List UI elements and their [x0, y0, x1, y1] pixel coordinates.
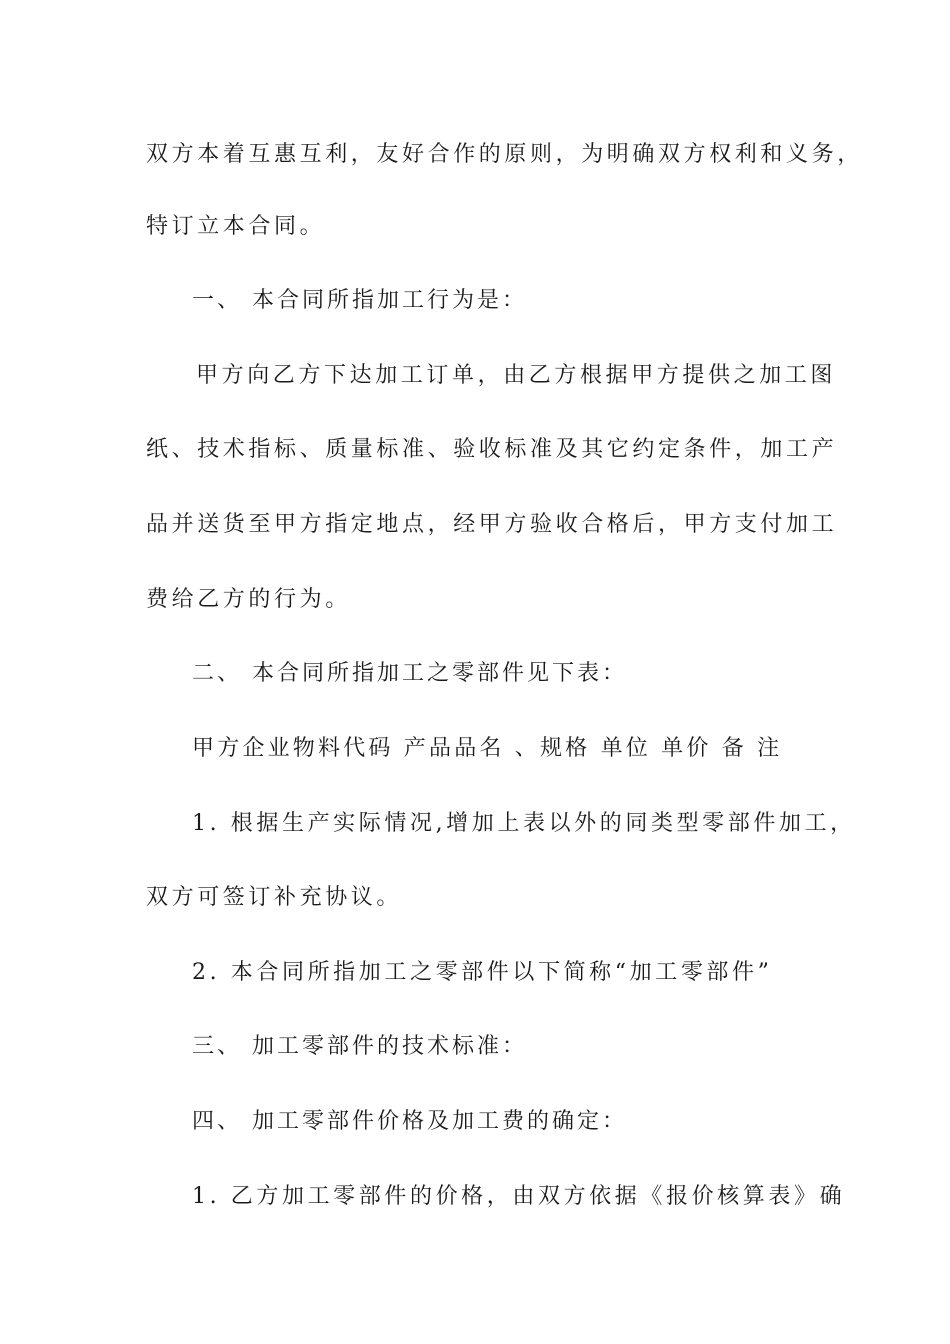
- table-header-line: 甲方企业物料代码 产品品名 、规格 单位 单价 备 注: [192, 736, 783, 761]
- section-heading-1: 一、 本合同所指加工行为是：: [192, 288, 527, 313]
- paragraph-line-1: 双方本着互惠互利，友好合作的原则，为明确双方权利和义务，: [146, 142, 863, 167]
- paragraph-line-4: 纸、技术指标、质量标准、验收标准及其它约定条件，加工产: [146, 437, 838, 462]
- paragraph-line-3: 甲方向乙方下达加工订单，由乙方根据甲方提供之加工图: [196, 363, 837, 388]
- section-heading-4: 四、 加工零部件价格及加工费的确定：: [192, 1109, 627, 1134]
- paragraph-line-2: 特订立本合同。: [146, 214, 326, 239]
- list-item-1: 1. 根据生产实际情况,增加上表以外的同类型零部件加工，: [192, 811, 856, 836]
- paragraph-line-6: 费给乙方的行为。: [146, 587, 351, 612]
- list-item-3: 1. 乙方加工零部件的价格，由双方依据《报价核算表》确: [192, 1184, 846, 1209]
- section-heading-3: 三、 加工零部件的技术标准：: [192, 1034, 527, 1059]
- paragraph-line-7: 双方可签订补充协议。: [146, 885, 403, 910]
- section-heading-2: 二、 本合同所指加工之零部件见下表：: [192, 661, 627, 686]
- list-item-2: 2. 本合同所指加工之零部件以下简称“加工零部件”: [192, 960, 773, 985]
- paragraph-line-5: 品并送货至甲方指定地点，经甲方验收合格后，甲方支付加工: [146, 512, 838, 537]
